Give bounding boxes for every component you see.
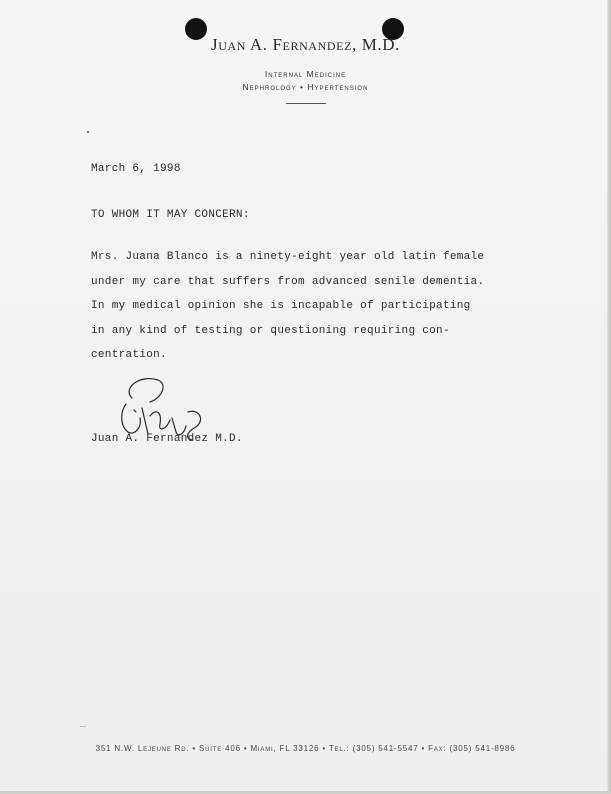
body-line-5: centration. (91, 349, 167, 361)
letterhead-doctor-name: Juan A. Fernandez, M.D. (210, 35, 400, 54)
paper-speck (87, 131, 89, 133)
page-edge-shadow (607, 0, 611, 794)
footer-address: 351 N.W. Lejeune Rd. • Suite 406 • Miami, FL 33126 • Tel.: (305) 541-5547 • Fax: (305) 541-8986 (95, 744, 516, 753)
letterhead-specialty-2: Nephrology • Hypertension (242, 82, 369, 92)
letter-body (91, 250, 484, 373)
letter-salutation: TO WHOM IT MAY CONCERN: (91, 209, 250, 221)
body-line-1: Mrs. Juana Blanco is a ninety-eight year old latin female (91, 251, 485, 263)
paper-mark (80, 726, 86, 727)
letter-date: March 6, 1998 (91, 163, 181, 175)
body-line-4: in any kind of testing or questioning requiring con- (91, 324, 450, 337)
body-line-3: In my medical opinion she is incapable of participating (91, 300, 471, 312)
body-line-2: under my care that suffers from advanced senile dementia. (91, 275, 485, 288)
signer-name: Juan A. Fernandez M.D. (91, 433, 243, 445)
letterhead-divider (286, 103, 326, 104)
letterhead-specialty-1: Internal Medicine (264, 69, 347, 79)
